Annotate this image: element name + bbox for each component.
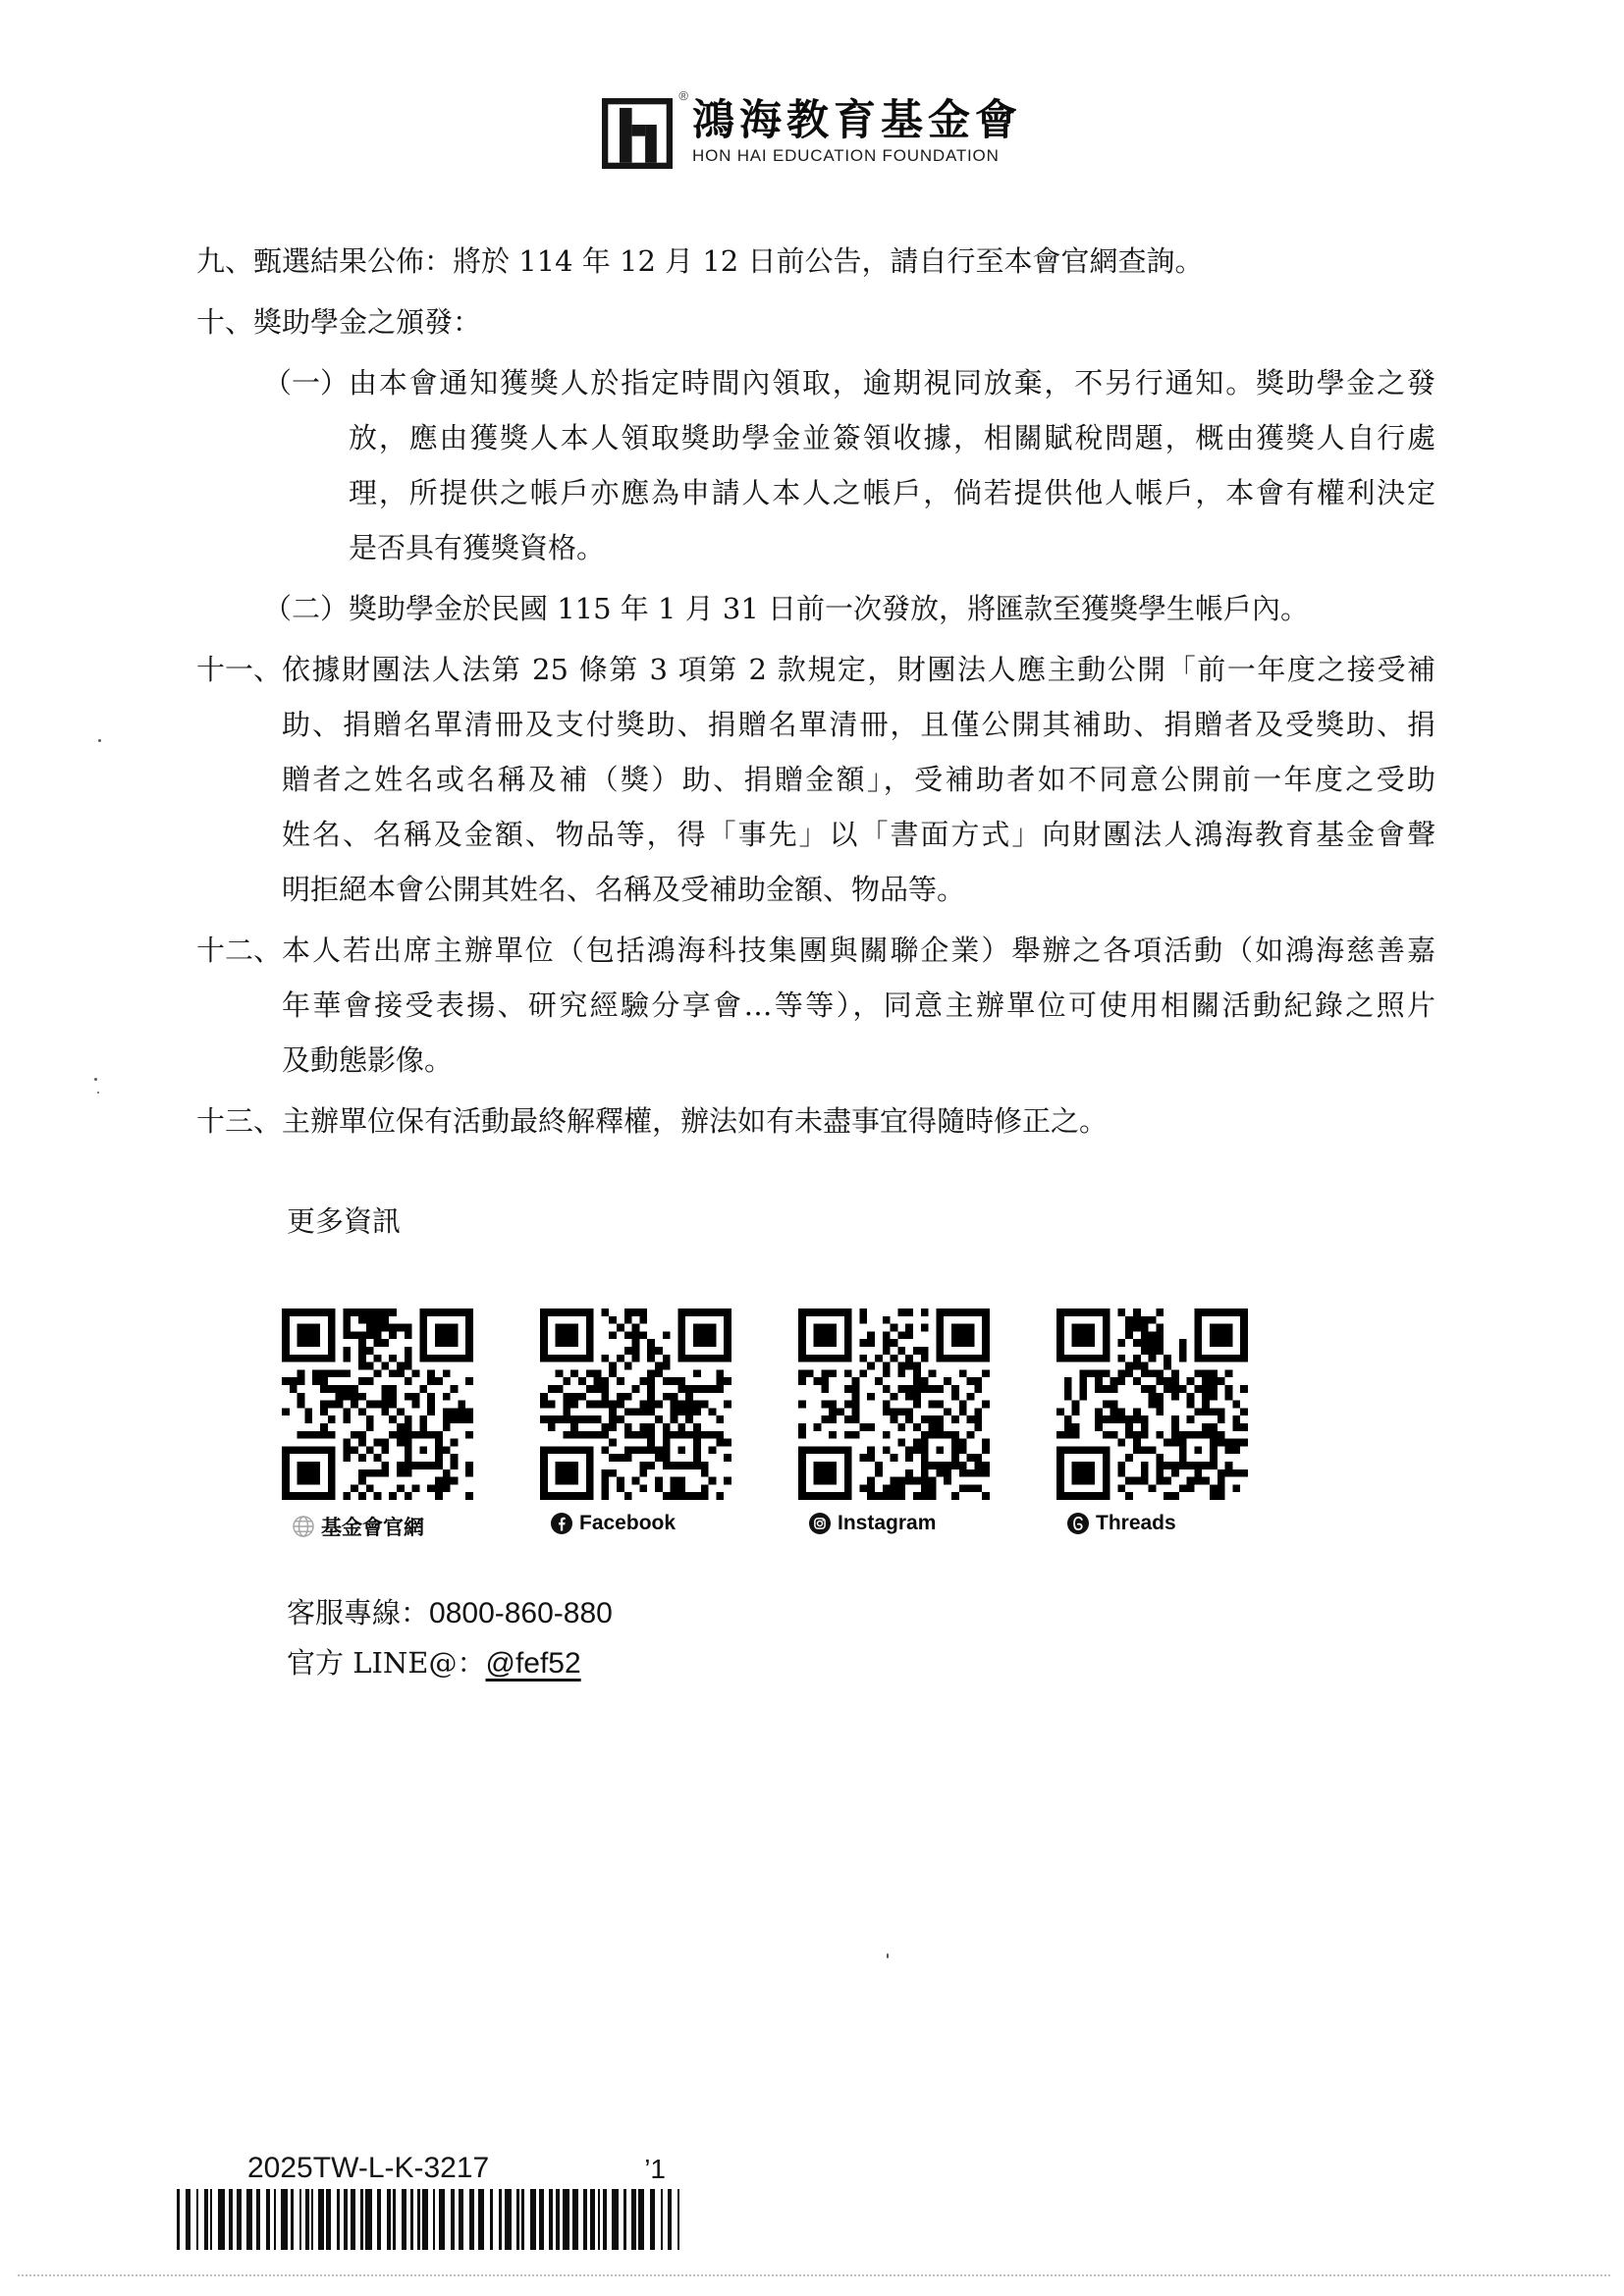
qr-code-image — [282, 1308, 473, 1500]
scan-speck — [97, 1092, 99, 1094]
text-line: 及動態影像。 — [282, 1043, 454, 1077]
item-label: 十三、 — [196, 1104, 283, 1138]
text-line: 贈者之姓名或名稱及補（獎）助、捐贈金額」，受補助者如不同意公開前一年度之受助 — [282, 763, 1435, 796]
qr-label-text: Threads — [1096, 1512, 1176, 1534]
document-body — [196, 234, 1435, 1154]
line-id-link[interactable]: @fef52 — [485, 1647, 581, 1680]
scan-speck — [98, 739, 101, 742]
clause-一 — [263, 355, 1435, 575]
clause-十三 — [196, 1094, 1435, 1148]
qr-label-text: 基金會官網 — [321, 1517, 424, 1539]
barcode-image — [177, 2189, 679, 2250]
org-name-zh: 鴻海教育基金會 — [692, 96, 1022, 145]
text-line: 甄選結果公佈：將於 114 年 12 月 12 日前公告，請自行至本會官網查詢。 — [253, 244, 1204, 278]
instagram-icon — [808, 1512, 832, 1535]
item-label: 十、 — [196, 305, 254, 339]
qr-label-text: Facebook — [579, 1512, 677, 1534]
text-line: 明拒絕本會公開其姓名、名稱及受補助金額、物品等。 — [282, 873, 966, 906]
org-name-en: HON HAI EDUCATION FOUNDATION — [692, 146, 1000, 165]
qr-item-instagram — [798, 1308, 990, 1541]
qr-code-image — [1056, 1308, 1248, 1500]
service-line-number: 0800-860-880 — [429, 1597, 613, 1629]
clause-二 — [263, 581, 1435, 636]
registered-mark: ® — [678, 88, 688, 103]
item-label: 九、 — [196, 244, 254, 278]
item-label: 十二、 — [196, 934, 283, 967]
threads-icon — [1066, 1512, 1090, 1535]
text-line: 依據財團法人法第 25 條第 3 項第 2 款規定，財團法人應主動公開「前一年度之接受補 — [282, 653, 1435, 686]
text-line: 獎助學金於民國 115 年 1 月 31 日前一次發放，將匯款至獲獎學生帳戶內。 — [349, 592, 1310, 625]
text-line: 年華會接受表揚、研究經驗分享會…等等），同意主辦單位可使用相關活動紀錄之照片 — [282, 988, 1435, 1022]
item-label: 十一、 — [196, 653, 283, 686]
qr-item-facebook — [540, 1308, 731, 1541]
service-line-label: 客服專線： — [287, 1596, 430, 1629]
facebook-icon — [550, 1512, 573, 1535]
qr-label-text: Instagram — [838, 1512, 937, 1534]
foundation-logo-mark — [602, 88, 688, 169]
line-label: 官方 LINE@： — [287, 1646, 486, 1680]
text-line: 由本會通知獲獎人於指定時間內領取，逾期視同放棄，不另行通知。獎助學金之發 — [349, 366, 1435, 400]
text-line: 助、捐贈名單清冊及支付獎助、捐贈名單清冊，且僅公開其補助、捐贈者及受獎助、捐 — [282, 708, 1435, 741]
qr-code-row — [282, 1308, 1248, 1541]
scan-artifact-line — [18, 2274, 1610, 2276]
foundation-header — [0, 88, 1624, 169]
barcode-text: 2025TW-L-K-3217 — [247, 2152, 490, 2184]
text-line: 姓名、名稱及金額、物品等，得「事先」以「書面方式」向財團法人鴻海教育基金會聲 — [282, 818, 1435, 851]
qr-item-threads — [1056, 1308, 1248, 1541]
text-line: 獎助學金之頒發： — [253, 305, 482, 339]
qr-item-基金會官網 — [282, 1308, 473, 1541]
text-line: 放，應由獲獎人本人領取獎助學金並簽領收據，相關賦稅問題，概由獲獎人自行處 — [349, 421, 1435, 454]
text-line: 是否具有獲獎資格。 — [349, 531, 606, 564]
more-info-title: 更多資訊 — [287, 1204, 402, 1238]
contact-block — [287, 1588, 613, 1688]
qr-code-image — [798, 1308, 990, 1500]
official-line-account — [287, 1638, 613, 1688]
clause-九 — [196, 234, 1435, 289]
scan-speck — [887, 1953, 889, 1958]
footer-barcode-block — [177, 2152, 679, 2250]
service-line — [287, 1588, 613, 1638]
text-line: 主辦單位保有活動最終解釋權，辦法如有未盡事宜得隨時修正之。 — [282, 1104, 1109, 1138]
globe-icon — [292, 1515, 315, 1538]
item-label: （二） — [263, 592, 350, 625]
h-logo-icon — [602, 98, 673, 169]
clause-十二 — [196, 923, 1435, 1088]
qr-code-image — [540, 1308, 731, 1500]
clause-十一 — [196, 642, 1435, 917]
item-label: （一） — [263, 366, 350, 400]
clause-十 — [196, 294, 1435, 349]
scan-speck — [94, 1078, 97, 1081]
page-marker: ’1 — [644, 2154, 666, 2184]
text-line: 理，所提供之帳戶亦應為申請人本人之帳戶，倘若提供他人帳戶，本會有權利決定 — [349, 476, 1435, 509]
text-line: 本人若出席主辦單位（包括鴻海科技集團與關聯企業）舉辦之各項活動（如鴻海慈善嘉 — [282, 934, 1435, 967]
